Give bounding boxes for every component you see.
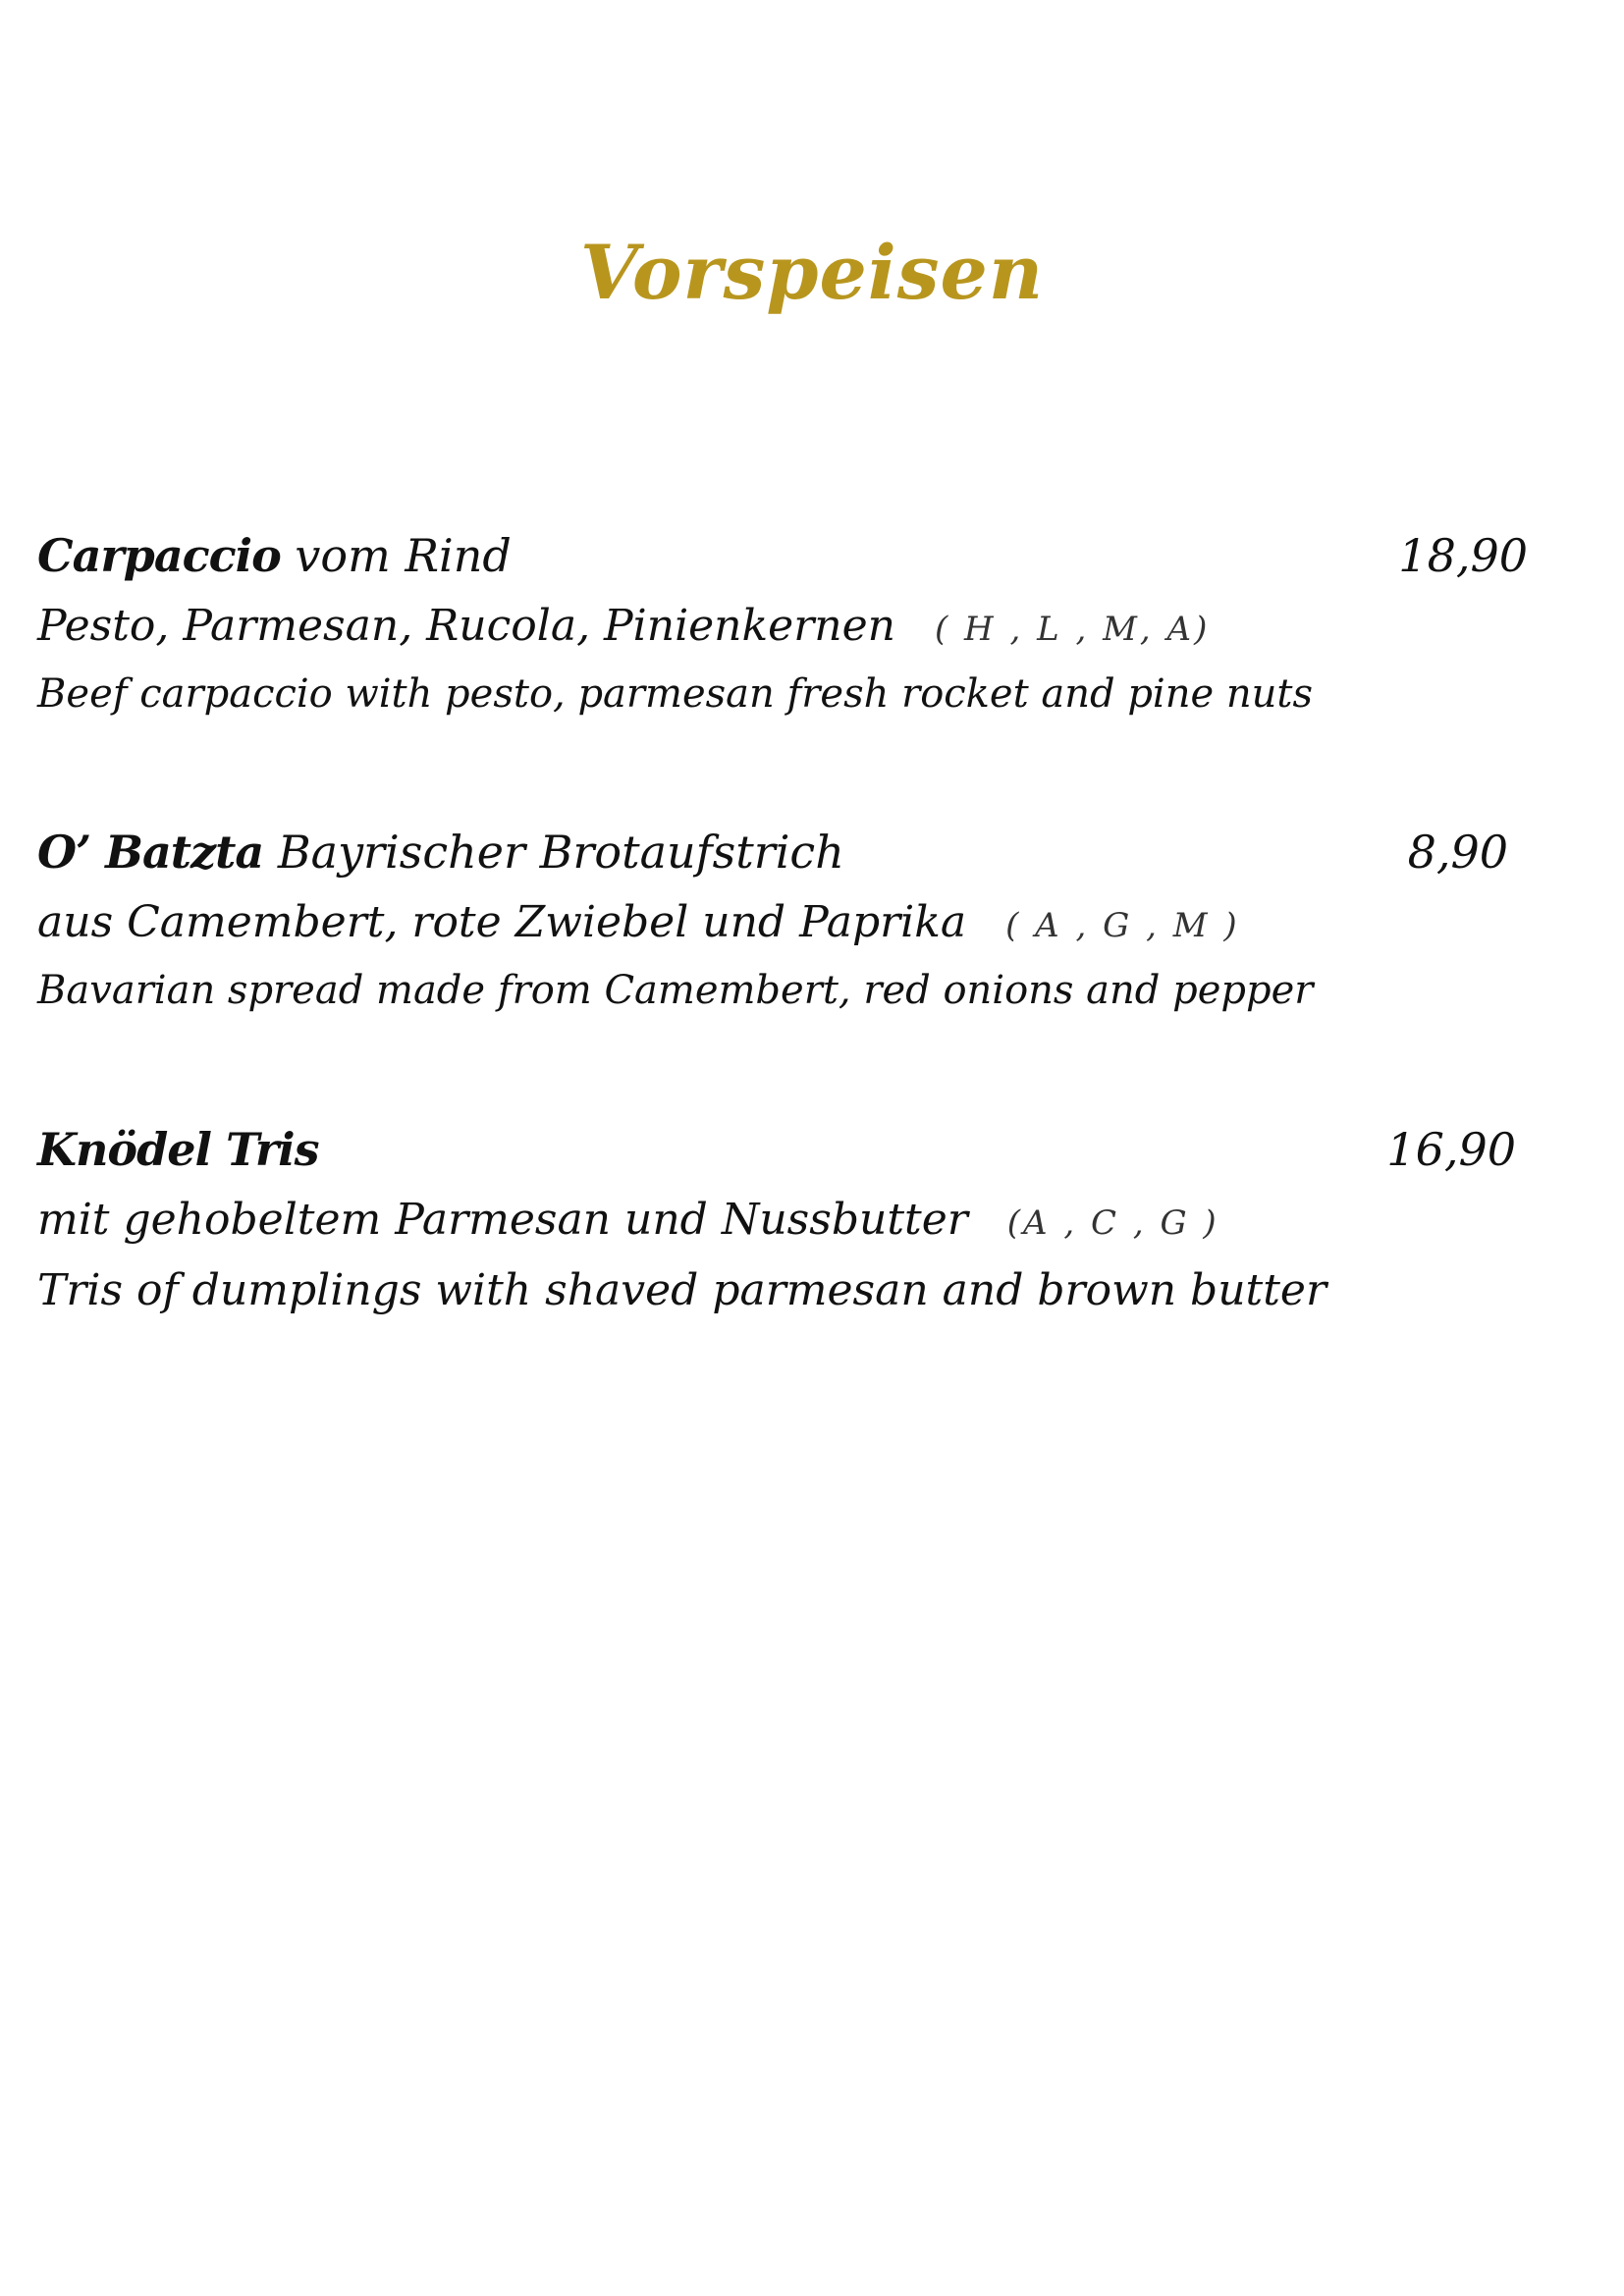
page-title: Vorspeisen: [579, 228, 1045, 316]
allergen-codes: ( H , L , M, A): [934, 610, 1211, 649]
menu-item-obatzta: [37, 817, 1549, 1023]
item-header: [37, 1114, 1549, 1185]
description-de-text: mit gehobeltem Parmesan und Nussbutter: [37, 1195, 968, 1245]
item-description-de: [37, 591, 1549, 662]
item-description-en: Bavarian spread made from Camembert, red onions and pepper: [37, 968, 1314, 1013]
item-header: [37, 520, 1549, 591]
allergen-codes: (A , C , G ): [1006, 1203, 1219, 1243]
item-description-en: Tris of dumplings with shaved parmesan and brown butter: [37, 1265, 1326, 1315]
item-price: 16,90: [1386, 1123, 1516, 1176]
item-name: O’ Batzta: [37, 826, 264, 879]
menu-item-carpaccio: [37, 520, 1549, 726]
item-subtitle: vom Rind: [295, 529, 512, 582]
item-name: Carpaccio: [37, 529, 281, 582]
description-de-text: Pesto, Parmesan, Rucola, Pinienkernen: [37, 601, 895, 651]
allergen-codes: ( A , G , M ): [1005, 906, 1240, 945]
description-de-text: aus Camembert, rote Zwiebel und Paprika: [37, 897, 967, 947]
item-header: [37, 817, 1549, 887]
item-name: Knödel Tris: [37, 1123, 319, 1176]
menu-item-knoedel-tris: [37, 1114, 1549, 1326]
item-description-en: Beef carpaccio with pesto, parmesan fresh rocket and pine nuts: [37, 671, 1313, 717]
item-price: 8,90: [1407, 826, 1508, 879]
item-price: 18,90: [1398, 529, 1528, 582]
item-description-de: [37, 887, 1549, 958]
item-description-de: [37, 1185, 1549, 1255]
item-subtitle: Bayrischer Brotaufstrich: [277, 826, 844, 879]
